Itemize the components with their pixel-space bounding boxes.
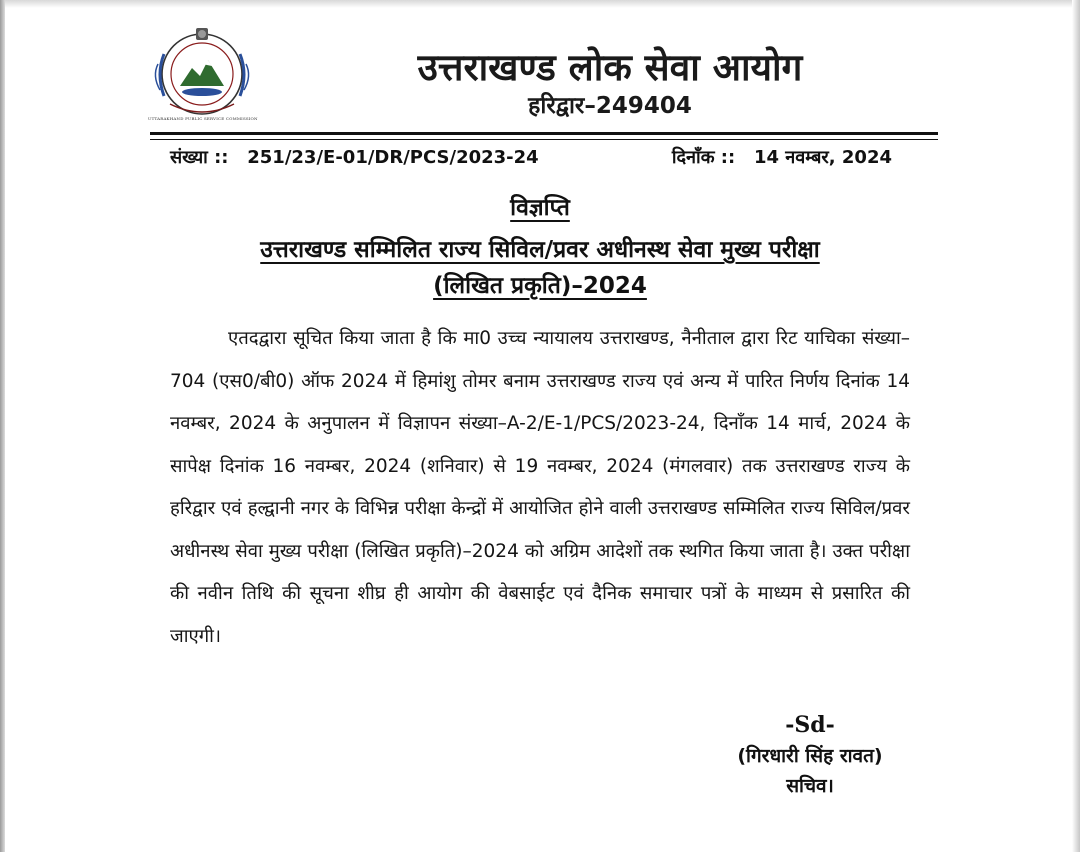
reference-number: संख्या :: 251/23/E-01/DR/PCS/2023-24 <box>170 147 539 168</box>
organization-name: उत्तराखण्ड लोक सेवा आयोग <box>417 46 803 89</box>
signature-sd: -Sd- <box>785 712 835 738</box>
scan-edge-top <box>0 0 1080 8</box>
scan-edge-left <box>0 0 5 852</box>
scan-edge-right <box>1072 0 1080 852</box>
signature-name: (गिरधारी सिंह रावत) <box>737 745 883 767</box>
notice-body: एतदद्वारा सूचित किया जाता है कि मा0 उच्च न्यायालय उत्तराखण्ड, नैनीताल द्वारा रिट याचिका संख्या–704 (एस0/बी0) ऑफ 2024 में हिमांशु तोमर बनाम उत्तराखण्ड राज्य एवं अन्य में पारित निर्णय दिनांक 14 नवम्बर, 2024 के अनुपालन में विज्ञापन संख्या–A-2/E-1/PCS/2023-24, दिनाँक 14 मार्च, 2024 के सापेक्ष दिनांक 16 नवम्बर, 2024 (शनिवार) से 19 नवम्बर, 2024 (मंगलवार) तक उत्तराखण्ड राज्य के हरिद्वार एवं हल्द्वानी नगर के विभिन्न परीक्षा केन्द्रों में आयोजित होने वाली उत्तराखण्ड सम्मिलित राज्य सिविल/प्रवर अधीनस्थ सेवा मुख्य परीक्षा (लिखित प्रकृति)–2024 को अग्रिम आदेशों तक स्थगित किया जाता है। उक्त परीक्षा की नवीन तिथि की सूचना शीघ्र ही आयोग की वेबसाईट एवं दैनिक समाचार पत्रों के माध्यम से प्रसारित की जाएगी। <box>170 328 910 647</box>
commission-emblem-logo <box>150 24 254 124</box>
logo-caption: UTTARAKHAND PUBLIC SERVICE COMMISSION <box>148 116 258 121</box>
notice-subject-line1: उत्तराखण्ड सम्मिलित राज्य सिविल/प्रवर अधीनस्थ सेवा मुख्य परीक्षा <box>260 237 820 263</box>
notice-subject-line2-wrap <box>170 268 910 300</box>
notice-title-wrap <box>170 190 910 222</box>
header-rule-thin <box>150 139 938 140</box>
reference-line <box>170 145 892 169</box>
notice-title: विज्ञप्ति <box>510 195 570 221</box>
reference-date: दिनाँक :: 14 नवम्बर, 2024 <box>671 147 892 168</box>
signature-designation: सचिव। <box>786 775 834 797</box>
notice-subject-line2: (लिखित प्रकृति)–2024 <box>433 273 647 299</box>
organization-city: हरिद्वार–249404 <box>528 93 692 119</box>
notice-subject-line1-wrap <box>170 232 910 264</box>
header-rule-thick <box>150 132 938 135</box>
